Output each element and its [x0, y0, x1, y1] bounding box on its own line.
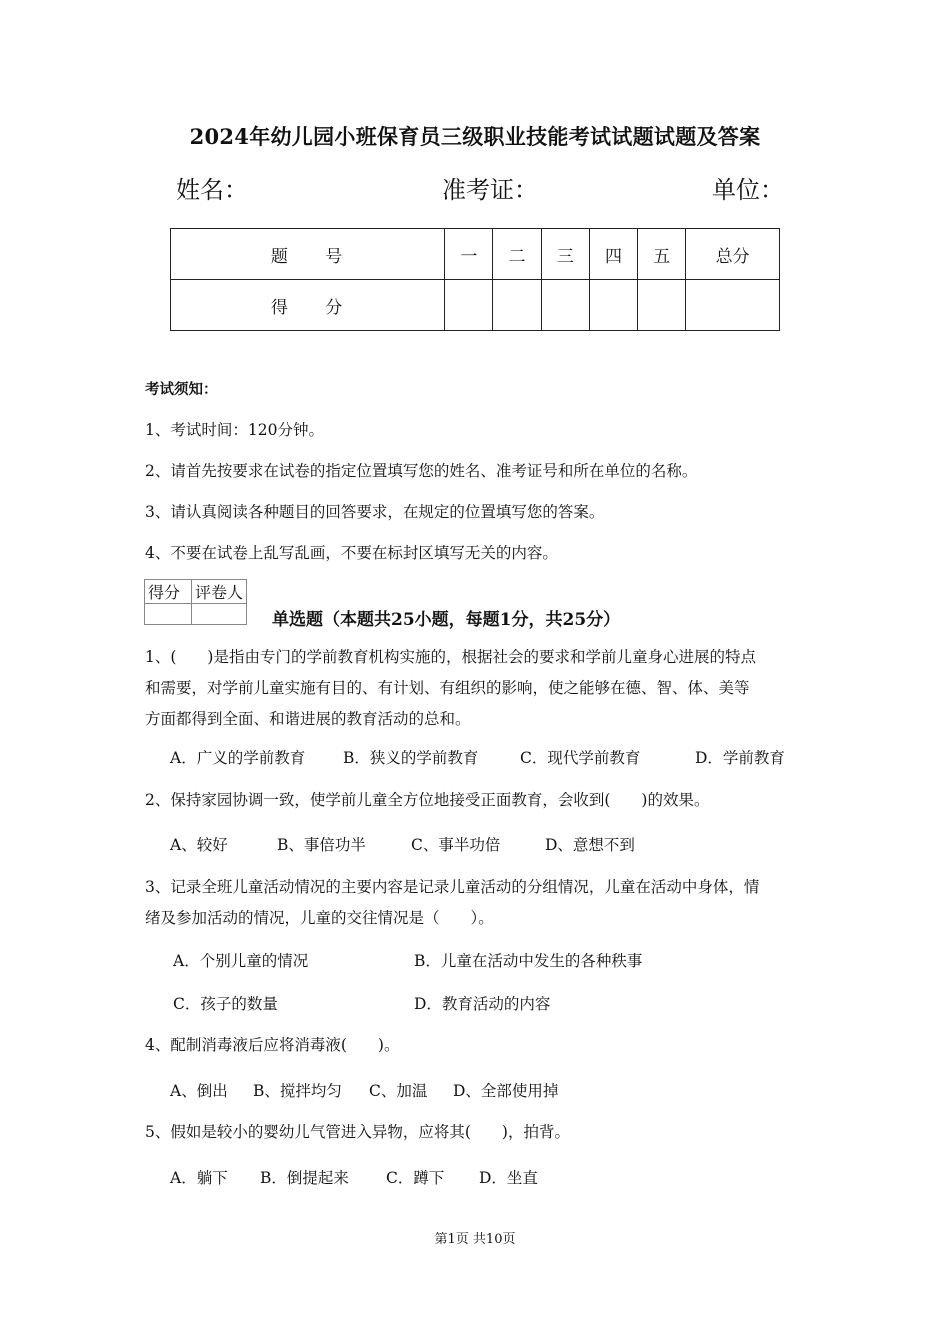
question-line: 3、记录全班儿童活动情况的主要内容是记录儿童活动的分组情况，儿童在活动中身体，情 [145, 878, 760, 896]
question-line: 和需要，对学前儿童实施有目的、有计划、有组织的影响，使之能够在德、智、体、美等 [145, 679, 750, 697]
option-c: C．孩子的数量 [173, 995, 278, 1013]
score-table [170, 228, 780, 331]
section-4-header: 四 [589, 229, 637, 280]
section-2-header: 二 [493, 229, 541, 280]
notice-item: 3、请认真阅读各种题目的回答要求，在规定的位置填写您的答案。 [145, 503, 605, 521]
option-b: B．狭义的学前教育 [343, 749, 479, 767]
option-d: D．坐直 [479, 1169, 538, 1187]
page-title: 2024年幼儿园小班保育员三级职业技能考试试题试题及答案 [189, 124, 761, 149]
question-line: 2、保持家园协调一致，使学前儿童全方位地接受正面教育，会收到( )的效果。 [145, 791, 710, 809]
total-header: 总分 [686, 229, 780, 280]
name-label: 姓名： [176, 176, 248, 204]
notice-title: 考试须知： [145, 381, 218, 398]
option-b: B、事倍功半 [277, 836, 366, 854]
option-a: A．躺下 [170, 1169, 228, 1187]
notice-item: 4、不要在试卷上乱写乱画，不要在标封区填写无关的内容。 [145, 544, 558, 562]
question-line: 方面都得到全面、和谐进展的教育活动的总和。 [145, 710, 471, 728]
option-d: D．学前教育 [695, 749, 785, 767]
score-cell [445, 280, 493, 331]
score-cell [589, 280, 637, 331]
option-a: A．个别儿童的情况 [173, 952, 309, 970]
question-3 [145, 872, 815, 934]
option-a: A．广义的学前教育 [170, 749, 306, 767]
question-line: 1、( )是指由专门的学前教育机构实施的，根据社会的要求和学前儿童身心进展的特点 [145, 648, 756, 666]
option-b: B、搅拌均匀 [253, 1082, 342, 1100]
grader-reviewer-label: 评卷人 [192, 580, 247, 604]
section-5-header: 五 [638, 229, 686, 280]
section-title: 单选题（本题共25小题，每题1分，共25分） [272, 610, 621, 630]
score-cell [541, 280, 589, 331]
unit-label: 单位： [712, 176, 784, 204]
section-1-header: 一 [445, 229, 493, 280]
section-3-header: 三 [541, 229, 589, 280]
option-a: A、较好 [170, 836, 228, 854]
score-table-header-row [171, 229, 780, 280]
question-line: 5、假如是较小的婴幼儿气管进入异物，应将其( )，拍背。 [145, 1123, 570, 1141]
score-cell [493, 280, 541, 331]
question-5 [145, 1117, 815, 1148]
notice-item: 2、请首先按要求在试卷的指定位置填写您的姓名、准考证号和所在单位的名称。 [145, 462, 698, 480]
option-d: D、全部使用掉 [453, 1082, 559, 1100]
option-c: C、事半功倍 [411, 836, 501, 854]
exam-id-label: 准考证： [442, 176, 538, 204]
question-2 [145, 785, 815, 816]
grader-reviewer-cell [192, 604, 247, 625]
option-d: D、意想不到 [545, 836, 635, 854]
option-c: C．现代学前教育 [520, 749, 641, 767]
score-cell [686, 280, 780, 331]
question-line: 绪及参加活动的情况，儿童的交往情况是（ ）。 [145, 909, 494, 927]
question-number-header: 题 号 [171, 229, 445, 280]
option-a: A、倒出 [170, 1082, 228, 1100]
score-row-label: 得 分 [171, 280, 445, 331]
option-b: B．儿童在活动中发生的各种秩事 [414, 952, 643, 970]
grader-box [144, 579, 247, 625]
question-4 [145, 1030, 815, 1061]
question-line: 4、配制消毒液后应将消毒液( )。 [145, 1036, 400, 1054]
notice-item: 1、考试时间：120分钟。 [145, 421, 324, 439]
grader-score-label: 得分 [145, 580, 192, 604]
option-b: B．倒提起来 [260, 1169, 349, 1187]
grader-score-cell [145, 604, 192, 625]
score-cell [638, 280, 686, 331]
page-footer: 第1页 共10页 [434, 1232, 516, 1247]
option-c: C、加温 [369, 1082, 428, 1100]
option-c: C．蹲下 [386, 1169, 445, 1187]
option-d: D．教育活动的内容 [414, 995, 551, 1013]
question-1 [145, 642, 815, 735]
candidate-info-row [176, 170, 782, 202]
score-table-score-row [171, 280, 780, 331]
